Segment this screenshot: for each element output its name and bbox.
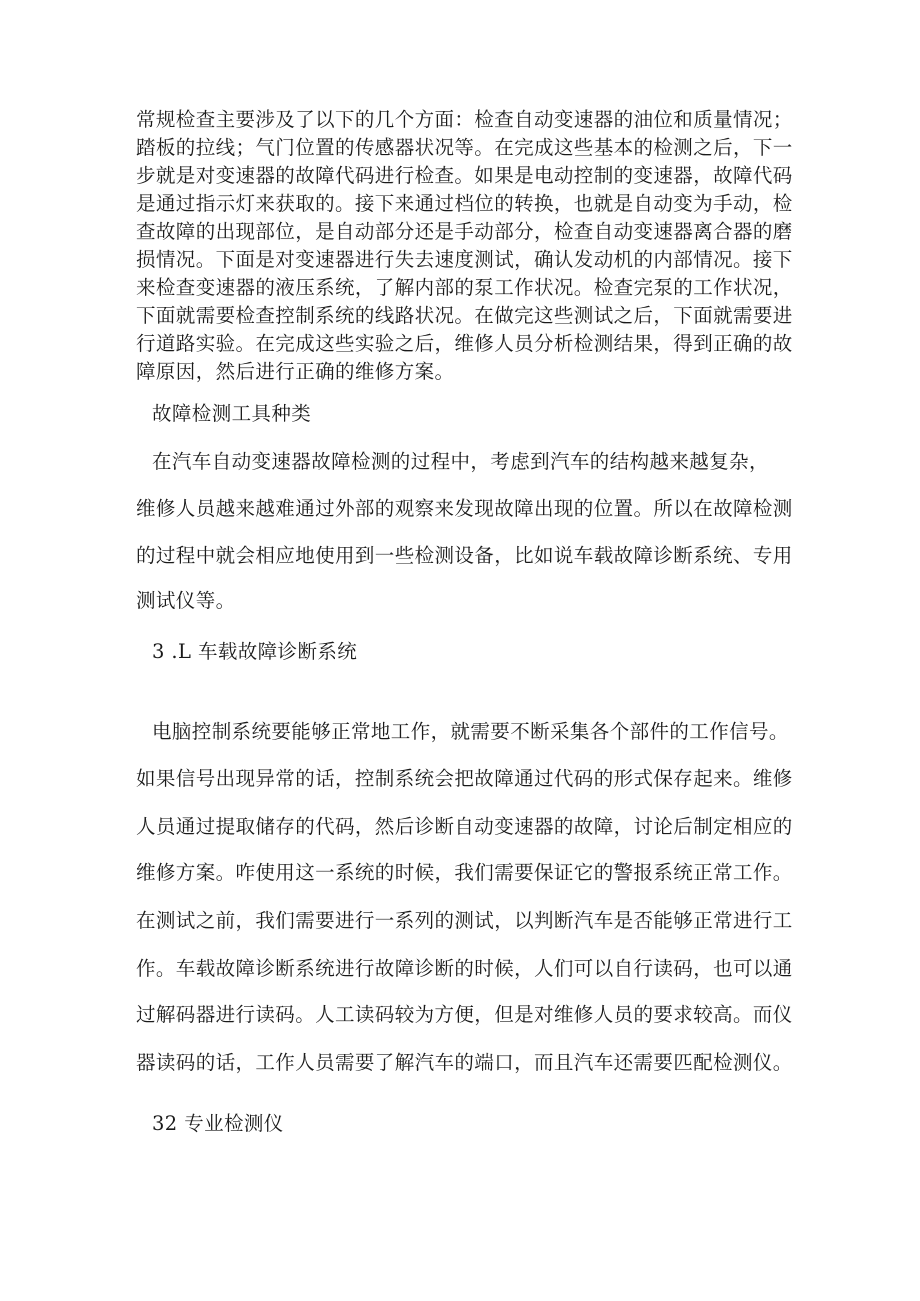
section-heading-3-1: 3 .L 车载故障诊断系统 [152,640,358,663]
para3-line: 器读码的话，工作人员需要了解汽车的端口，而且汽车还需要匹配检测仪。 [136,1051,793,1074]
section-heading-3-2: 32 专业检测仪 [152,1112,284,1135]
para1-line: 障原因，然后进行正确的维修方案。 [136,360,455,383]
para2-line: 维修人员越来越难通过外部的观察来发现故障出现的位置。所以在故障检测 [136,497,793,520]
para1-line: 是通过指示灯来获取的。接下来通过档位的转换，也就是自动变为手动，检 [136,192,793,215]
para3-line: 维修方案。咋使用这一系统的时候，我们需要保证它的警报系统正常工作。 [136,861,793,884]
para2-line: 的过程中就会相应地使用到一些检测设备，比如说车载故障诊断系统、专用 [136,544,793,567]
para1-line: 查故障的出现部位，是自动部分还是手动部分，检查自动变速器离合器的磨 [136,220,793,243]
para1-line: 步就是对变速器的故障代码进行检查。如果是电动控制的变速器，故障代码 [136,164,793,187]
para2-line: 在汽车自动变速器故障检测的过程中，考虑到汽车的结构越来越复杂， [152,450,769,473]
section-heading-tools: 故障检测工具种类 [152,402,312,425]
para1-line: 下面就需要检查控制系统的线路状况。在做完这些测试之后，下面就需要进 [136,304,793,327]
para1-line: 常规检查主要涉及了以下的几个方面：检查自动变速器的油位和质量情况； [136,108,793,131]
para3-line: 作。车载故障诊断系统进行故障诊断的时候，人们可以自行读码，也可以通 [136,957,793,980]
para1-line: 来检查变速器的液压系统，了解内部的泵工作状况。检查完泵的工作状况， [136,276,793,299]
para3-line: 电脑控制系统要能够正常地工作，就需要不断采集各个部件的工作信号。 [152,720,789,743]
para3-line: 如果信号出现异常的话，控制系统会把故障通过代码的形式保存起来。维修 [136,767,793,790]
para2-line: 测试仪等。 [136,589,236,612]
para3-line: 人员通过提取储存的代码，然后诊断自动变速器的故障，讨论后制定相应的 [136,815,793,838]
para3-line: 在测试之前，我们需要进行一系列的测试，以判断汽车是否能够正常进行工 [136,909,793,932]
para1-line: 踏板的拉线；气门位置的传感器状况等。在完成这些基本的检测之后，下一 [136,136,793,159]
para1-line: 行道路实验。在完成这些实验之后，维修人员分析检测结果，得到正确的故 [136,332,793,355]
para1-line: 损情况。下面是对变速器进行失去速度测试，确认发动机的内部情况。接下 [136,248,793,271]
para3-line: 过解码器进行读码。人工读码较为方便，但是对维修人员的要求较高。而仪 [136,1003,793,1026]
